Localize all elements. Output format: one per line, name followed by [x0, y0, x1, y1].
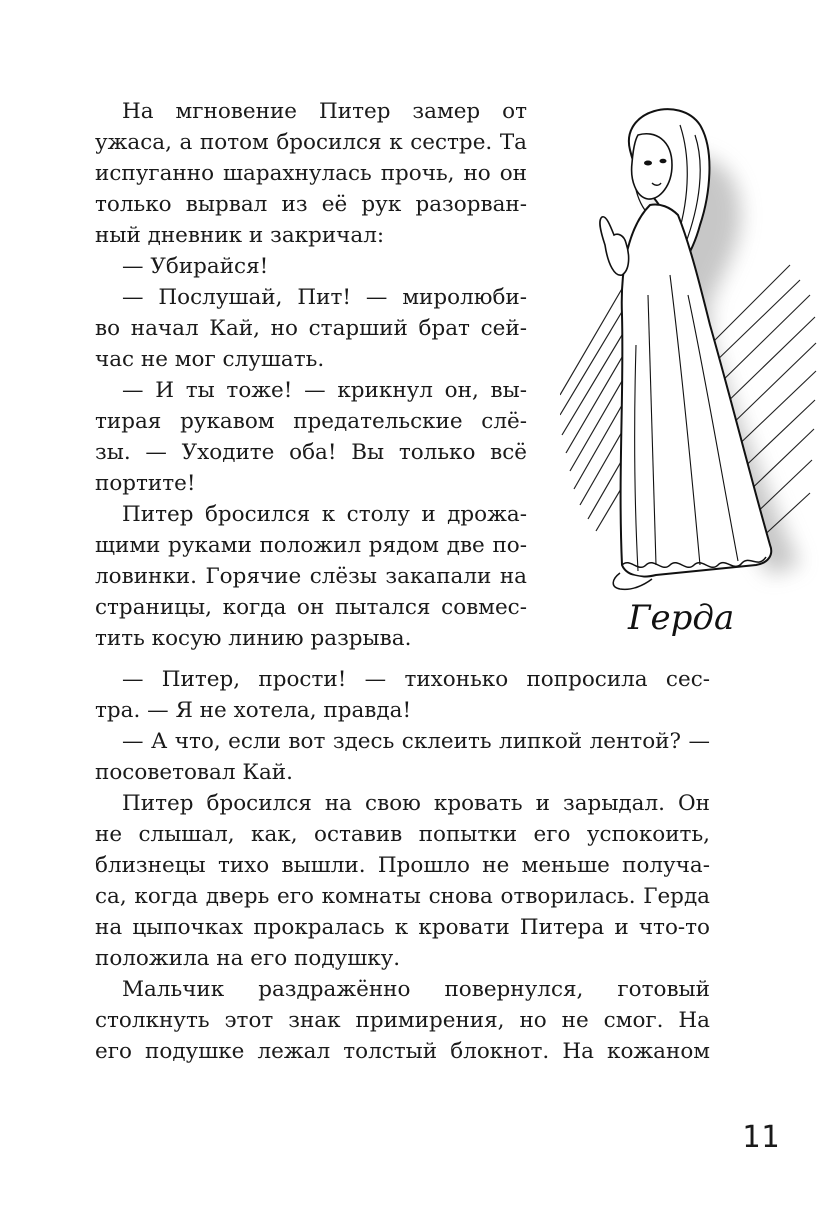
text-line: ный дневник и закричал:: [95, 223, 385, 248]
text-line: — Убирайся!: [122, 254, 269, 279]
text-line: — А что, если вот здесь склеить липкой лентой? —: [122, 729, 710, 754]
text-line: — И ты тоже! — крикнул он, вы-: [122, 378, 527, 403]
text-line: — Послушай, Пит! — миролюби-: [122, 285, 527, 310]
text-line: ужаса, а потом бросился к сестре. Та: [95, 130, 527, 155]
text-line: Питер бросился на свою кровать и зарыдал. Он: [122, 791, 710, 816]
text-line: — Питер, прости! — тихонько попросила сес-: [122, 667, 710, 692]
text-line: ловинки. Горячие слёзы закапали на: [95, 564, 527, 589]
text-line: не слышал, как, оставив попытки его успокоить,: [95, 822, 710, 847]
illustration-caption: Герда: [628, 598, 735, 638]
text-line: час не мог слушать.: [95, 347, 325, 372]
text-line: тить косую линию разрыва.: [95, 626, 412, 651]
text-line: щими руками положил рядом две по-: [95, 533, 527, 558]
text-line: Мальчик раздражённо повернулся, готовый: [122, 977, 710, 1002]
text-line: на цыпочках прокралась к кровати Питера и что-то: [95, 915, 710, 940]
text-line: тра. — Я не хотела, правда!: [95, 698, 412, 723]
text-line: положила на его подушку.: [95, 946, 401, 971]
text-line: испуганно шарахнулась прочь, но он: [95, 161, 527, 186]
text-line: посоветовал Кай.: [95, 760, 293, 785]
text-line: тирая рукавом предательские слё-: [95, 409, 527, 434]
text-line: во начал Кай, но старший брат сей-: [95, 316, 527, 341]
text-line: столкнуть этот знак примирения, но не смог. На: [95, 1008, 710, 1033]
text-line: близнецы тихо вышли. Прошло не меньше получа-: [95, 853, 710, 878]
text-line: портите!: [95, 471, 196, 496]
page-number: 11: [742, 1120, 781, 1155]
text-line: са, когда дверь его комнаты снова отворилась. Герда: [95, 884, 710, 909]
text-line: страницы, когда он пытался совмес-: [95, 595, 527, 620]
gerda-illustration: [560, 95, 820, 655]
text-line: Питер бросился к столу и дрожа-: [122, 502, 527, 527]
text-line: зы. — Уходите оба! Вы только всё: [95, 440, 527, 465]
text-line: На мгновение Питер замер от: [122, 99, 527, 124]
text-line: его подушке лежал толстый блокнот. На кожаном: [95, 1039, 710, 1064]
text-line: только вырвал из её рук разорван-: [95, 192, 527, 217]
